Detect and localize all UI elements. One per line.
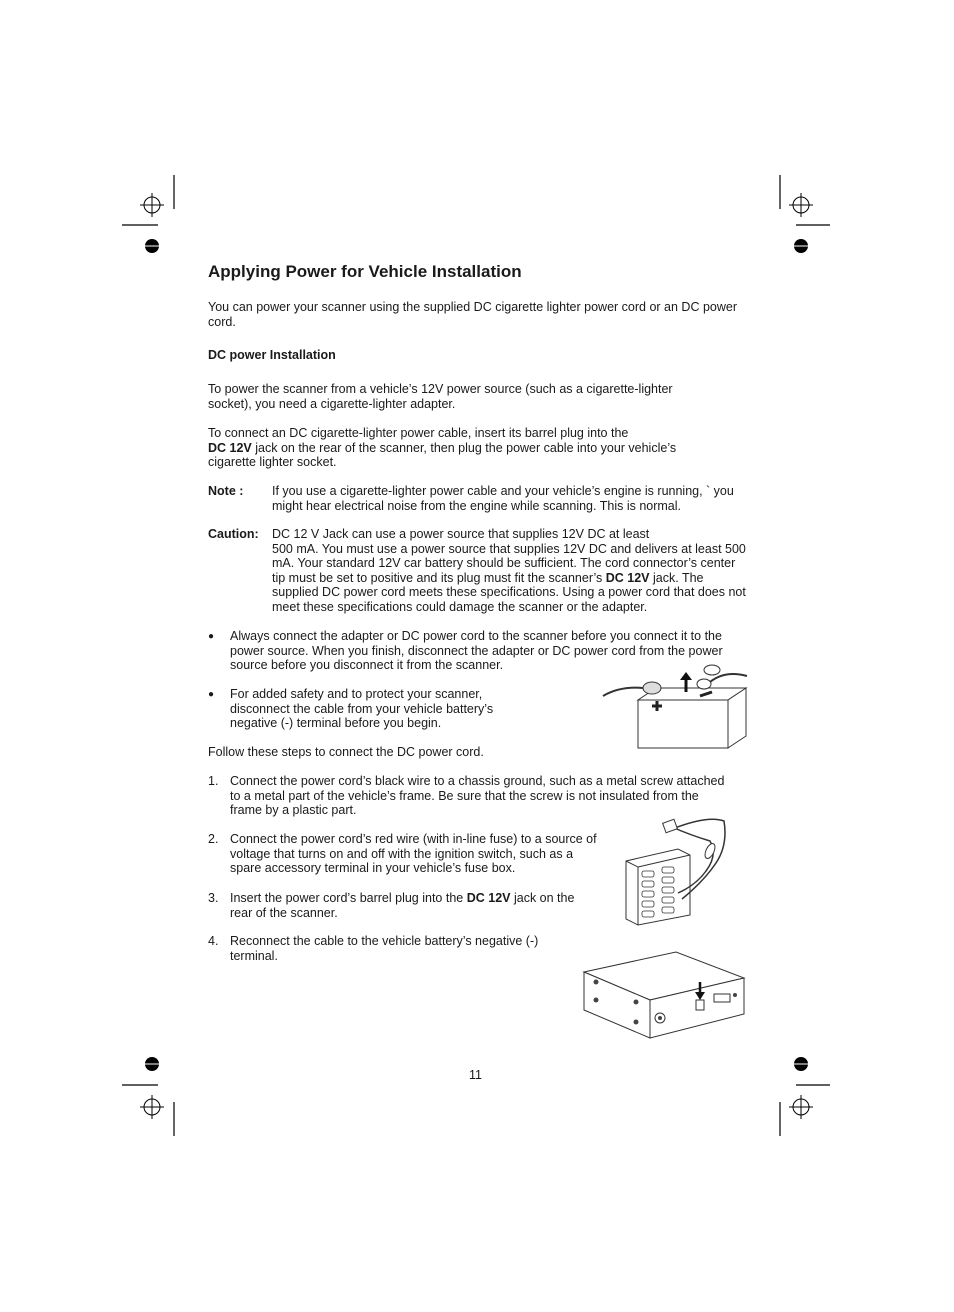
step-3-text-b: jack on the rear of the scanner.	[230, 891, 575, 920]
step-1-text: Connect the power cord’s black wire to a chassis ground, such as a metal screw attached to a metal part of the vehicle’s frame. Be sure that the screw is not insulated from the frame by a plastic part.	[230, 774, 725, 818]
bullet-1-text: Always connect the adapter or DC power cord to the scanner before you connect it to the power source. When you finish, disconnect the adapter or DC power cord from the power source before you disconnect it from the scanner.	[230, 629, 723, 673]
caution-line-1: DC 12 V Jack can use a power source that supplies 12V DC at least	[272, 527, 650, 541]
caution-line-2: 500 mA. You must use a power source that supplies 12V DC and delivers at least 500 mA. Your standard 12V car battery should be sufficient. The cord connector’s center tip must be set to positive and its plug must fit the scanner’s	[272, 541, 746, 585]
bullet-1-symbol: ●	[208, 631, 215, 642]
step-4-number: 4.	[208, 934, 219, 948]
crop-marks-bottom-right	[774, 1052, 834, 1142]
para2-text-b: jack on the rear of the scanner, then plug the power cable into your vehicle’s cigarette lighter socket.	[208, 440, 677, 470]
step-3-text	[230, 891, 590, 920]
crop-marks-top-right	[774, 172, 834, 262]
crop-marks-bottom-left	[120, 1052, 180, 1142]
para2-bold: DC 12V	[208, 440, 252, 455]
note-label: Note :	[208, 484, 244, 498]
caution-label: Caution:	[208, 527, 259, 541]
page-title: Applying Power for Vehicle Installation	[208, 262, 522, 281]
caution-text	[272, 527, 747, 615]
paragraph-connect-cable	[208, 426, 718, 470]
step-2-number: 2.	[208, 832, 219, 846]
battery-illustration	[600, 660, 750, 752]
step-1-number: 1.	[208, 774, 219, 788]
step-3-bold: DC 12V	[466, 891, 511, 905]
caution-line-3: jack. The supplied DC power cord meets these specifications. Using a power cord that does not meet these specifications could damage the scanner or the adapter.	[272, 570, 746, 614]
step-3-number: 3.	[208, 891, 219, 905]
follow-steps-text: Follow these steps to connect the DC power cord.	[208, 745, 484, 759]
section-subheading: DC power Installation	[208, 348, 336, 362]
bullet-2-text: For added safety and to protect your scanner, disconnect the cable from your vehicle battery’s negative (-) terminal before you begin.	[230, 687, 494, 731]
step-2-text: Connect the power cord’s red wire (with in-line fuse) to a source of voltage that turns on and off with the ignition switch, such as a spare accessory terminal in your vehicle’s fuse box.	[230, 832, 597, 876]
caution-bold: DC 12V	[605, 570, 650, 585]
paragraph-power-source: To power the scanner from a vehicle’s 12V power source (such as a cigarette-lighter socket), you need a cigarette-lighter adapter.	[208, 382, 673, 411]
bullet-2-symbol: ●	[208, 689, 215, 700]
note-text: If you use a cigarette-lighter power cable and your vehicle’s engine is running, ` you might hear electrical noise from the engine while scanning. This is normal.	[272, 484, 734, 513]
para2-text-a: To connect an DC cigarette-lighter power cable, insert its barrel plug into the	[208, 426, 629, 440]
fuse-box-illustration	[620, 815, 735, 927]
scanner-rear-illustration	[580, 950, 750, 1042]
step-3-text-a: Insert the power cord’s barrel plug into the	[230, 891, 467, 905]
page-number: 11	[469, 1068, 482, 1082]
crop-marks-top-left	[120, 172, 180, 262]
step-4-text: Reconnect the cable to the vehicle battery’s negative (-) terminal.	[230, 934, 539, 963]
intro-paragraph: You can power your scanner using the supplied DC cigarette lighter power cord or an DC power cord.	[208, 300, 737, 329]
